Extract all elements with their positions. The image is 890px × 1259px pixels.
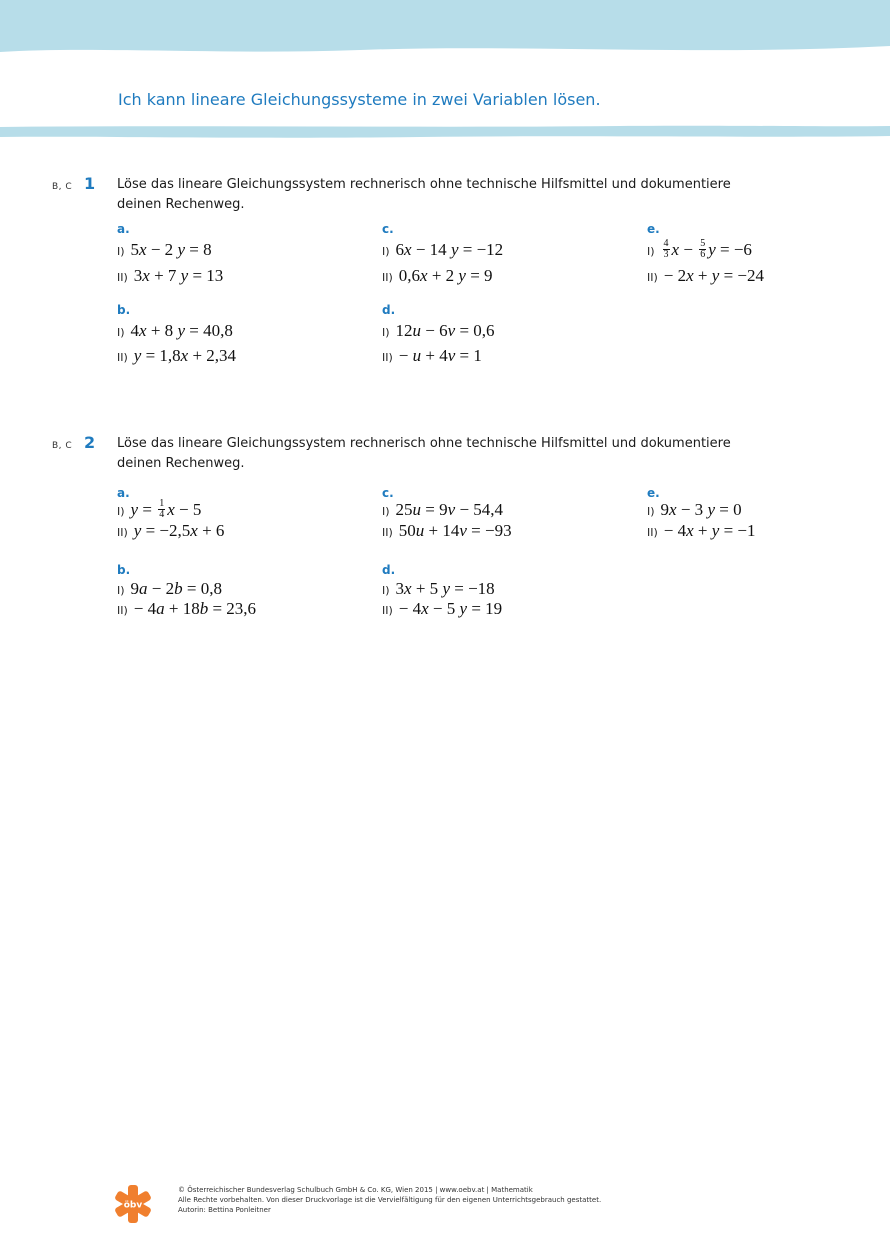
oebv-logo <box>113 1184 153 1224</box>
task-2e-equation-1: I) 9x − 3 y = 0 <box>647 500 742 519</box>
footer-line-copyright: © Österreichischer Bundesverlag Schulbuch GmbH & Co. KG, Wien 2015 | www.oebv.at | Mathematik <box>178 1186 533 1194</box>
row-label: II) <box>647 526 658 539</box>
task-2c-equation-1: I) 25u = 9v − 54,4 <box>382 500 504 519</box>
task-1-part-e-label: e. <box>647 222 660 236</box>
task-1-part-b-label: b. <box>117 303 131 317</box>
row-label: II) <box>117 271 128 284</box>
task-2d-equation-1: I) 3x + 5 y = −18 <box>382 579 495 598</box>
task-1e-equation-1: I) $\frac{4}{3}$ x − $\frac{5}{6}$ y = −6 <box>647 237 752 260</box>
footer-line-author: Autorin: Bettina Ponleitner <box>178 1206 271 1214</box>
footer-line-rights: Alle Rechte vorbehalten. Von dieser Druckvorlage ist die Vervielfältigung für den eigenen Unterrichtsgebrauch gestattet. <box>178 1196 602 1204</box>
row-label: II) <box>117 604 128 617</box>
row-label: II) <box>647 271 658 284</box>
row-label: I) <box>382 245 390 258</box>
header-band <box>0 0 890 62</box>
task-2b-equation-2: II) − 4a + 18b = 23,6 <box>117 599 257 618</box>
row-label: II) <box>382 526 393 539</box>
row-label: II) <box>117 526 128 539</box>
task-1-part-c-label: c. <box>382 222 394 236</box>
task-2-part-b-label: b. <box>117 563 131 577</box>
task-2a-equation-2: II) y = −2,5x + 6 <box>117 521 225 540</box>
task-1e-equation-2: II) − 2x + y = −24 <box>647 266 764 285</box>
task-1a-equation-1: I) 5x − 2 y = 8 <box>117 240 212 259</box>
task-2-part-c-label: c. <box>382 486 394 500</box>
row-label: I) <box>117 245 125 258</box>
task-1d-equation-1: I) 12u − 6v = 0,6 <box>382 321 495 340</box>
task-1-part-d-label: d. <box>382 303 396 317</box>
task-2-number: 2 <box>84 433 96 452</box>
row-label: I) <box>382 584 390 597</box>
task-2b-equation-1: I) 9a − 2b = 0,8 <box>117 579 222 598</box>
task-1-instruction: Löse das lineare Gleichungssystem rechnerisch ohne technische Hilfsmittel und dokumentiere deinen Rechenweg. <box>117 177 731 212</box>
row-label: I) <box>647 245 655 258</box>
row-label: I) <box>117 584 125 597</box>
task-2c-equation-2: II) 50u + 14v = −93 <box>382 521 512 540</box>
row-label: II) <box>382 604 393 617</box>
row-label: II) <box>382 351 393 364</box>
row-label: II) <box>382 271 393 284</box>
task-2e-equation-2: II) − 4x + y = −1 <box>647 521 756 540</box>
task-2-part-d-label: d. <box>382 563 396 577</box>
row-label: I) <box>382 505 390 518</box>
task-1c-equation-1: I) 6x − 14 y = −12 <box>382 240 504 259</box>
task-2-part-e-label: e. <box>647 486 660 500</box>
copyright-footer <box>178 1185 601 1215</box>
task-1-number: 1 <box>84 174 96 193</box>
row-label: I) <box>647 505 655 518</box>
row-label: II) <box>117 351 128 364</box>
task-1b-equation-2: II) y = 1,8x + 2,34 <box>117 346 237 365</box>
task-1b-equation-1: I) 4x + 8 y = 40,8 <box>117 321 233 340</box>
task-1-tag: B, C <box>52 182 73 192</box>
task-2-part-a-label: a. <box>117 486 130 500</box>
task-1-part-a-label: a. <box>117 222 130 236</box>
task-1a-equation-2: II) 3x + 7 y = 13 <box>117 266 224 285</box>
row-label: I) <box>117 505 125 518</box>
task-1c-equation-2: II) 0,6x + 2 y = 9 <box>382 266 493 285</box>
logo-text: öbv <box>123 1200 143 1211</box>
task-1d-equation-2: II) − u + 4v = 1 <box>382 346 482 365</box>
task-2-instruction: Löse das lineare Gleichungssystem rechnerisch ohne technische Hilfsmittel und dokumentiere deinen Rechenweg. <box>117 436 731 471</box>
task-2-tag: B, C <box>52 441 73 451</box>
row-label: I) <box>382 326 390 339</box>
row-label: I) <box>117 326 125 339</box>
task-2d-equation-2: II) − 4x − 5 y = 19 <box>382 599 503 618</box>
page-title: Ich kann lineare Gleichungssysteme in zwei Variablen lösen. <box>118 90 601 109</box>
title-underline-band <box>0 124 890 140</box>
task-2a-equation-1: I) y = $\frac{1}{4}$ x − 5 <box>117 497 202 520</box>
